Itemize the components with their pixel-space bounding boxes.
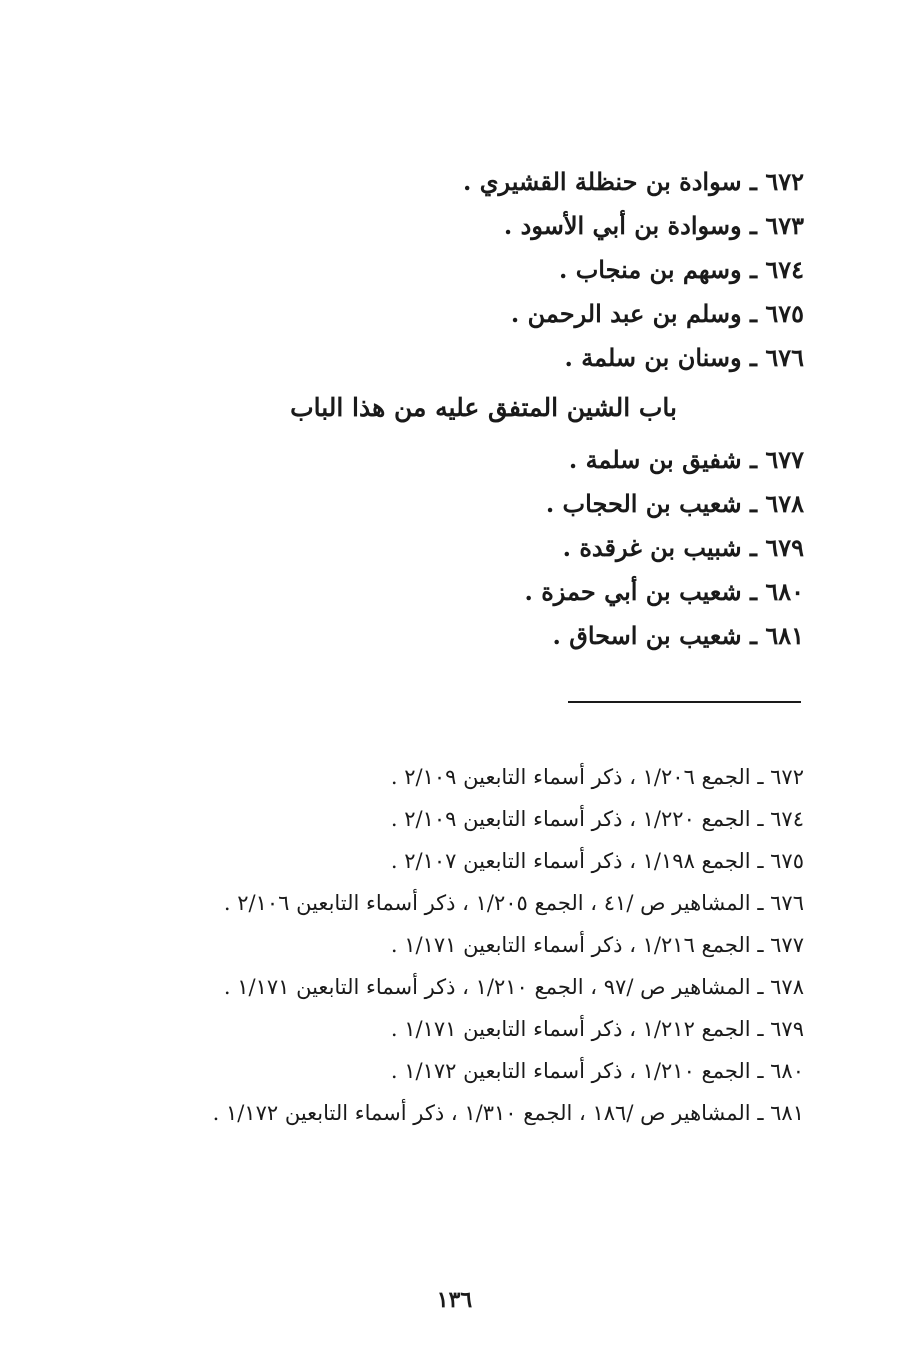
footnote-678: ٦٧٨ ـ المشاهير ص /٩٧ ، الجمع ١/٢١٠ ، ذكر أسماء التابعين ١/١٧١ . (223, 975, 804, 999)
entry-680: ٦٨٠ ـ شعيب بن أبي حمزة . (524, 577, 804, 606)
footnote-676: ٦٧٦ ـ المشاهير ص /٤١ ، الجمع ١/٢٠٥ ، ذكر أسماء التابعين ٢/١٠٦ . (223, 891, 804, 915)
footnote-680: ٦٨٠ ـ الجمع ١/٢١٠ ، ذكر أسماء التابعين ١/١٧٢ . (390, 1059, 804, 1083)
entry-673: ٦٧٣ ـ وسوادة بن أبي الأسود . (503, 211, 804, 240)
chapter-heading: باب الشين المتفق عليه من هذا الباب (290, 393, 677, 422)
entry-675: ٦٧٥ ـ وسلم بن عبد الرحمن . (510, 299, 804, 328)
footnote-divider (568, 701, 801, 703)
footnote-679: ٦٧٩ ـ الجمع ١/٢١٢ ، ذكر أسماء التابعين ١/١٧١ . (390, 1017, 804, 1041)
footnote-674: ٦٧٤ ـ الجمع ١/٢٢٠ ، ذكر أسماء التابعين ٢/١٠٩ . (390, 807, 804, 831)
footnote-675: ٦٧٥ ـ الجمع ١/١٩٨ ، ذكر أسماء التابعين ٢/١٠٧ . (390, 849, 804, 873)
footnote-681: ٦٨١ ـ المشاهير ص /١٨٦ ، الجمع ١/٣١٠ ، ذكر أسماء التابعين ١/١٧٢ . (212, 1101, 804, 1125)
entry-672: ٦٧٢ ـ سوادة بن حنظلة القشيري . (463, 167, 804, 196)
entries-list-shin (244, 438, 804, 658)
entry-674: ٦٧٤ ـ وسهم بن منجاب . (558, 255, 804, 284)
footnote-672: ٦٧٢ ـ الجمع ١/٢٠٦ ، ذكر أسماء التابعين ٢/١٠٩ . (390, 765, 804, 789)
entry-681: ٦٨١ ـ شعيب بن اسحاق . (552, 621, 804, 650)
page-number: ١٣٦ (436, 1287, 473, 1313)
entry-677: ٦٧٧ ـ شفيق بن سلمة . (568, 445, 804, 474)
footnote-677: ٦٧٧ ـ الجمع ١/٢١٦ ، ذكر أسماء التابعين ١/١٧١ . (390, 933, 804, 957)
entries-list-sin (244, 160, 804, 380)
entry-676: ٦٧٦ ـ وسنان بن سلمة . (564, 343, 804, 372)
entry-679: ٦٧٩ ـ شبيب بن غرقدة . (562, 533, 804, 562)
entry-678: ٦٧٨ ـ شعيب بن الحجاب . (545, 489, 804, 518)
footnotes-list (114, 756, 804, 1134)
